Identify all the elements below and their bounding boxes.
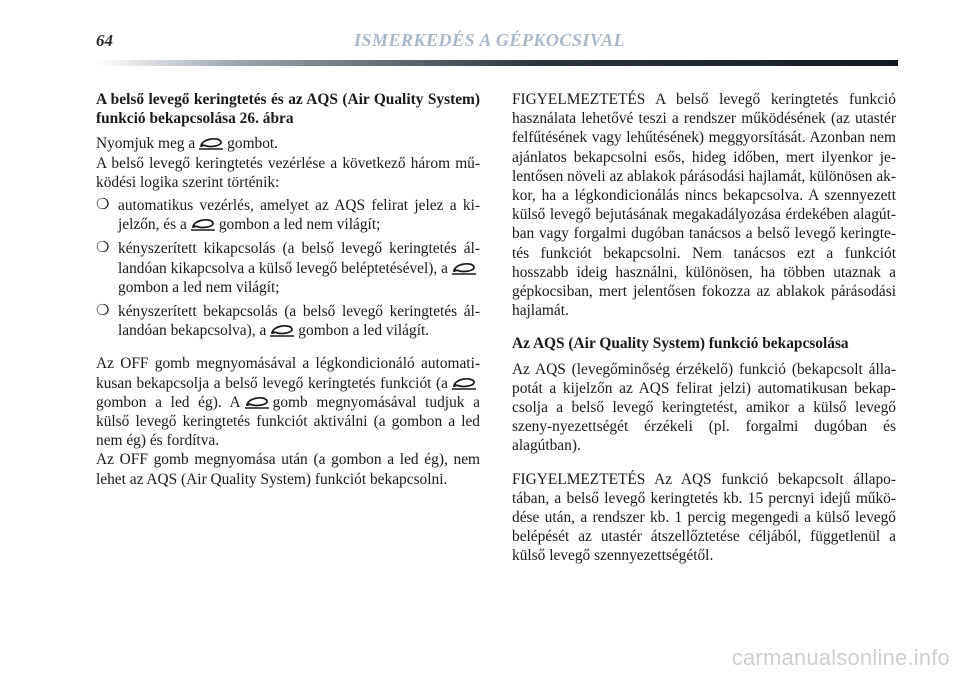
recirculation-icon	[244, 394, 270, 409]
list-item-text-post: gombon a led nem világít;	[118, 278, 280, 296]
aqs-paragraph: Az AQS (levegőminőség érzékelő) funkció (bekapcsolt álla-potát a kijelzőn az AQS felirat jelzi) automatikusan bekap-csolja a belső levegő keringtetést, amikor a külső levegő szeny-nyezettségét érzékeli (pl. forgalmi dugóban és alagútban).	[512, 360, 896, 455]
list-item	[96, 239, 480, 297]
logic-list	[96, 196, 480, 340]
running-section-title: ISMERKEDÉS A GÉPKOCSIVAL	[354, 30, 626, 50]
press-button-line	[96, 134, 480, 153]
list-item	[96, 302, 480, 340]
recirculation-heading: A belső levegő keringtetés és az AQS (Air Quality System) funkció bekapcsolása 26. ábra	[96, 91, 480, 128]
off-after-paragraph: Az OFF gomb megnyomása után (a gombon a led ég), nem lehet az AQS (Air Quality System) funkciót bekapcsolni.	[96, 451, 480, 488]
bullet-circle-icon: ❍	[96, 240, 110, 257]
page-number: 64	[96, 31, 113, 50]
off-button-paragraph	[96, 354, 480, 450]
press-text-pre: Nyomjuk meg a	[96, 135, 196, 153]
recirculation-icon	[451, 375, 477, 390]
off-text-mid: gombon a led ég). A	[96, 393, 241, 411]
watermark: carmanualsonline.info	[731, 645, 950, 670]
right-column	[512, 90, 896, 566]
list-item	[96, 196, 480, 234]
list-item-text-pre: automatikus vezérlés, amelyet az AQS felirat jelez a ki-jelzőn, és a	[118, 197, 480, 234]
list-item-text-post: gombon a led világít.	[298, 322, 430, 340]
list-item-text-post: gombon a led nem világít;	[218, 216, 381, 234]
off-text-pre: Az OFF gomb megnyomásával a légkondicionáló automati-kusan bekapcsolja a belső levegő keringtetés funkciót (a	[96, 355, 480, 392]
aqs-heading: Az AQS (Air Quality System) funkció bekapcsolása	[512, 335, 849, 353]
warning-paragraph-1: FIGYELMEZTETÉS A belső levegő keringtetés funkció használata lehetővé teszi a rendszer működésének (az utastér felfűtésének vagy lehűtésének) meggyorsítását. Azonban nem ajánlatos bekapcsolni esős, hideg időben, mert ilyenkor je-lentősen növeli az ablakok párásodási hajlamát, különösen ak-kor, ha a légkondicionálás nincs bekapcsolva. A szennyezett külső levegő bejutásának megakadályozása érdekében alagút-ban vagy forgalmi dugóban tanácsos a belső levegő keringte-tés funkciót bekapcsolni. Nem tanácsos ezt a funkciót hosszabb ideig használni, különösen, ha többen utaznak a gépkocsiban, mert jelentősen fokozza az ablakok párásodási hajlamát.	[512, 91, 896, 320]
recirculation-icon	[198, 135, 224, 150]
list-item-text-pre: kényszerített kikapcsolás (a belső levegő keringtetés ál-landóan kikapcsolva a külső levegő beléptetésével), a	[118, 240, 480, 277]
control-intro: A belső levegő keringtetés vezérlése a következő három mű-ködési logika szerint történik:	[96, 154, 480, 191]
left-column	[96, 90, 480, 489]
bullet-circle-icon: ❍	[96, 303, 110, 320]
recirculation-icon	[451, 260, 477, 275]
bullet-circle-icon: ❍	[96, 197, 110, 214]
warning-paragraph-2: FIGYELMEZTETÉS Az AQS funkció bekapcsolt állapo-tában, a belső levegő keringtetés kb. 15 percnyi idejű műkö-dése után, a rendszer kb. 1 percig megengedi a külső levegő belépését az utastér átszellőztetése céljából, függetlenül a külső levegő szennyezettségétől.	[512, 470, 896, 565]
header-rule	[96, 60, 898, 66]
off-text-post: gomb megnyomásával tudjuk a külső levegő keringtetés funkciót aktiválni (a gombon a led nem ég) és fordítva.	[96, 393, 480, 450]
recirculation-icon	[190, 216, 216, 231]
list-item-text-pre: kényszerített bekapcsolás (a belső levegő keringtetés ál-landóan bekapcsolva), a	[118, 303, 480, 340]
recirculation-icon	[269, 322, 295, 337]
press-text-post: gombot.	[227, 135, 279, 153]
